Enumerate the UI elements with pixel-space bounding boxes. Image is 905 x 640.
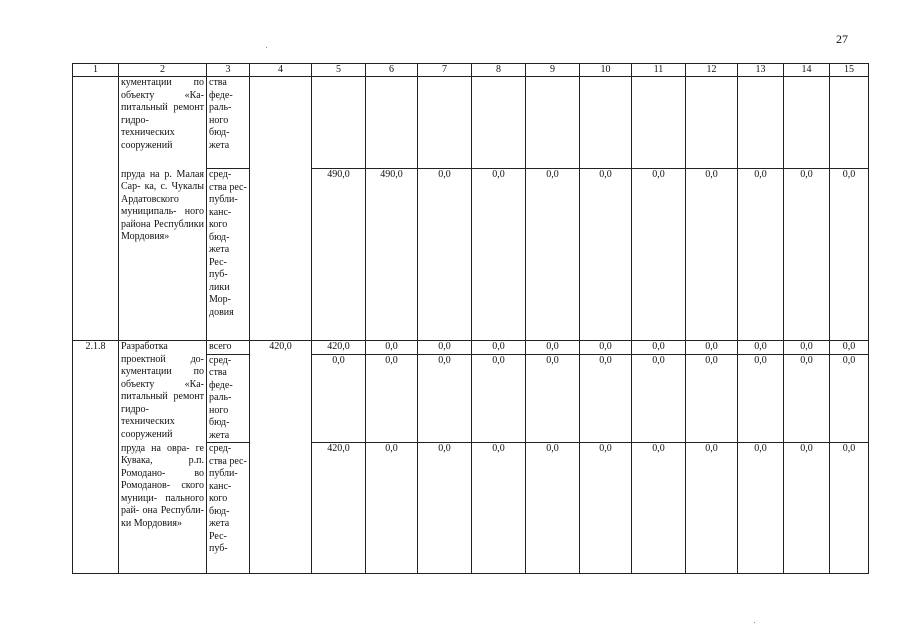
page-number: 27 bbox=[836, 32, 848, 46]
value-cell: 0,0 bbox=[784, 169, 830, 341]
value-cell: 0,0 bbox=[366, 443, 418, 574]
value-cell: 490,0 bbox=[312, 169, 366, 341]
column-number-13: 13 bbox=[738, 64, 784, 77]
code-cell: 2.1.8 bbox=[73, 341, 119, 355]
table-row bbox=[73, 77, 869, 169]
column-number-8: 8 bbox=[472, 64, 526, 77]
value-cell: 0,0 bbox=[784, 443, 830, 574]
source-cell: сред- ства рес- публи- канс- кого бюд- жета Рес- пуб- bbox=[207, 443, 250, 574]
value-cell: 0,0 bbox=[830, 341, 869, 355]
total-amount-cell bbox=[250, 354, 312, 443]
column-number-3: 3 bbox=[207, 64, 250, 77]
value-cell: 0,0 bbox=[366, 354, 418, 443]
column-number-6: 6 bbox=[366, 64, 418, 77]
source-cell: сред- ства феде- раль- ного бюд- жета bbox=[207, 354, 250, 443]
value-cell: 0,0 bbox=[472, 443, 526, 574]
source-cell: ства феде- раль- ного бюд- жета bbox=[207, 77, 250, 169]
value-cell: 0,0 bbox=[738, 443, 784, 574]
scan-speck bbox=[754, 622, 755, 623]
column-number-7: 7 bbox=[418, 64, 472, 77]
value-cell: 0,0 bbox=[784, 341, 830, 355]
column-numbers-row bbox=[73, 64, 869, 77]
total-amount-cell: 420,0 bbox=[250, 341, 312, 355]
total-amount-cell bbox=[250, 77, 312, 169]
value-cell: 0,0 bbox=[738, 354, 784, 443]
value-cell: 0,0 bbox=[686, 443, 738, 574]
value-cell: 0,0 bbox=[526, 169, 580, 341]
value-cell: 0,0 bbox=[686, 169, 738, 341]
value-cell: 0,0 bbox=[784, 354, 830, 443]
value-cell: 0,0 bbox=[738, 169, 784, 341]
total-amount-cell bbox=[250, 169, 312, 341]
value-cell: 0,0 bbox=[526, 443, 580, 574]
source-cell: всего bbox=[207, 341, 250, 355]
value-cell: 420,0 bbox=[312, 443, 366, 574]
value-cell: 490,0 bbox=[366, 169, 418, 341]
value-cell: 0,0 bbox=[366, 341, 418, 355]
column-number-1: 1 bbox=[73, 64, 119, 77]
value-cell: 0,0 bbox=[472, 354, 526, 443]
description-cell: пруда на овра- ге Кувака, р.п. Ромодано- во Ромоданов- ского муници- пального рай- она Республи- ки Мордовия» bbox=[119, 443, 207, 574]
program-table bbox=[72, 63, 869, 574]
value-cell: 0,0 bbox=[312, 354, 366, 443]
value-cell: 0,0 bbox=[418, 341, 472, 355]
value-cell: 0,0 bbox=[830, 443, 869, 574]
column-number-4: 4 bbox=[250, 64, 312, 77]
column-number-10: 10 bbox=[580, 64, 632, 77]
value-cell: 0,0 bbox=[418, 354, 472, 443]
code-cell bbox=[73, 354, 119, 443]
value-cell: 0,0 bbox=[632, 169, 686, 341]
source-cell: сред- ства рес- публи- канс- кого бюд- жета Рес- пуб- лики Мор- довия bbox=[207, 169, 250, 341]
value-cell: 0,0 bbox=[738, 341, 784, 355]
column-number-14: 14 bbox=[784, 64, 830, 77]
table-row bbox=[73, 443, 869, 574]
value-cell: 0,0 bbox=[830, 169, 869, 341]
value-cell: 0,0 bbox=[418, 443, 472, 574]
table-row bbox=[73, 341, 869, 355]
column-number-9: 9 bbox=[526, 64, 580, 77]
value-cell: 0,0 bbox=[686, 341, 738, 355]
value-cell: 0,0 bbox=[526, 354, 580, 443]
column-number-15: 15 bbox=[830, 64, 869, 77]
table-row bbox=[73, 169, 869, 341]
value-cell: 0,0 bbox=[418, 169, 472, 341]
code-cell bbox=[73, 169, 119, 341]
value-cell: 420,0 bbox=[312, 341, 366, 355]
value-cell: 0,0 bbox=[580, 443, 632, 574]
column-number-12: 12 bbox=[686, 64, 738, 77]
value-cell: 0,0 bbox=[686, 354, 738, 443]
column-number-2: 2 bbox=[119, 64, 207, 77]
value-cell: 0,0 bbox=[472, 169, 526, 341]
description-cell: кументации по объекту «Ка- питальный ремонт гидро- технических сооружений bbox=[119, 77, 207, 169]
value-cell: 0,0 bbox=[580, 354, 632, 443]
value-cell: 0,0 bbox=[580, 341, 632, 355]
description-cell: пруда на р. Малая Сар- ка, с. Чукалы Ардатовского муниципаль- ного района Республики Мордовия» bbox=[119, 169, 207, 341]
value-cell: 0,0 bbox=[472, 341, 526, 355]
column-number-11: 11 bbox=[632, 64, 686, 77]
value-cell: 0,0 bbox=[830, 354, 869, 443]
scan-speck bbox=[266, 47, 267, 48]
column-number-5: 5 bbox=[312, 64, 366, 77]
total-amount-cell bbox=[250, 443, 312, 574]
value-cell: 0,0 bbox=[632, 443, 686, 574]
code-cell bbox=[73, 77, 119, 169]
description-cell: Разработка проектной до- кументации по объекту «Ка- питальный ремонт гидро- технических сооружений bbox=[119, 341, 207, 443]
value-cell: 0,0 bbox=[526, 341, 580, 355]
value-cell: 0,0 bbox=[632, 341, 686, 355]
code-cell bbox=[73, 443, 119, 574]
value-cell: 0,0 bbox=[580, 169, 632, 341]
value-cell: 0,0 bbox=[632, 354, 686, 443]
